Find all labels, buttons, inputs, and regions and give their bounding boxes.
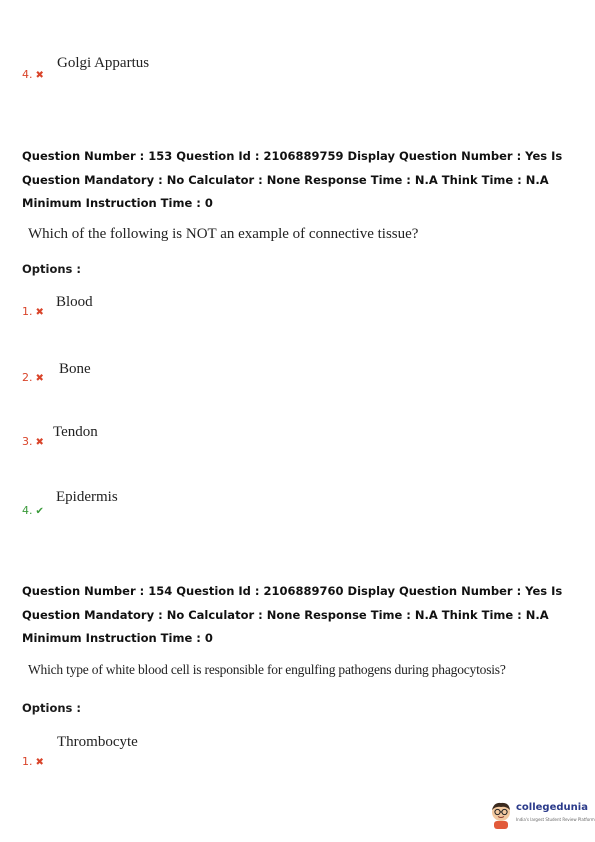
q153-option-1-text: Blood: [56, 294, 93, 310]
option-number: 4.: [22, 504, 33, 517]
q154-question-text: Which type of white blood cell is responsible for engulfing pathogens during phagocytosis?: [28, 662, 506, 677]
option-number: 2.: [22, 371, 33, 384]
q154-option-1-number: [22, 755, 44, 768]
cross-mark-icon: ✖: [35, 437, 44, 448]
q154-option-1-text: Thrombocyte: [57, 734, 138, 750]
mascot-icon: [488, 800, 514, 830]
prev-option-4-number: [22, 68, 44, 81]
q153-option-1-number: [22, 305, 44, 318]
q153-option-3-text: Tendon: [53, 424, 98, 440]
q153-option-2-text: Bone: [59, 361, 91, 377]
collegedunia-logo: [488, 800, 595, 830]
cross-mark-icon: ✖: [35, 757, 44, 768]
logo-name: collegedunia: [516, 802, 588, 813]
cross-mark-icon: ✖: [35, 307, 44, 318]
q154-meta: Question Number : 154 Question Id : 2106889760 Display Question Number : Yes Is Question Mandatory : No Calculator : None Response Time : N.A Think Time : N.A Minimum Instruction Time : 0: [22, 584, 563, 645]
option-number: 4.: [22, 68, 33, 81]
q153-question-text: Which of the following is NOT an example of connective tissue?: [28, 226, 419, 242]
q153-meta: Question Number : 153 Question Id : 2106889759 Display Question Number : Yes Is Question Mandatory : No Calculator : None Response Time : N.A Think Time : N.A Minimum Instruction Time : 0: [22, 149, 563, 210]
cross-mark-icon: ✖: [35, 373, 44, 384]
option-number: 1.: [22, 305, 33, 318]
option-number: 1.: [22, 755, 33, 768]
q153-option-3-number: [22, 435, 44, 448]
option-number: 3.: [22, 435, 33, 448]
prev-option-4-text: Golgi Appartus: [57, 55, 150, 71]
q153-option-4-text: Epidermis: [56, 489, 118, 505]
q154-options-label: Options :: [22, 701, 81, 715]
q153-options-label: Options :: [22, 262, 81, 276]
logo-tagline: India's largest Student Review Platform: [516, 817, 595, 822]
q153-option-4-number: [22, 504, 44, 517]
cross-mark-icon: ✖: [35, 70, 44, 81]
check-mark-icon: ✔: [35, 506, 44, 517]
q153-option-2-number: [22, 371, 44, 384]
